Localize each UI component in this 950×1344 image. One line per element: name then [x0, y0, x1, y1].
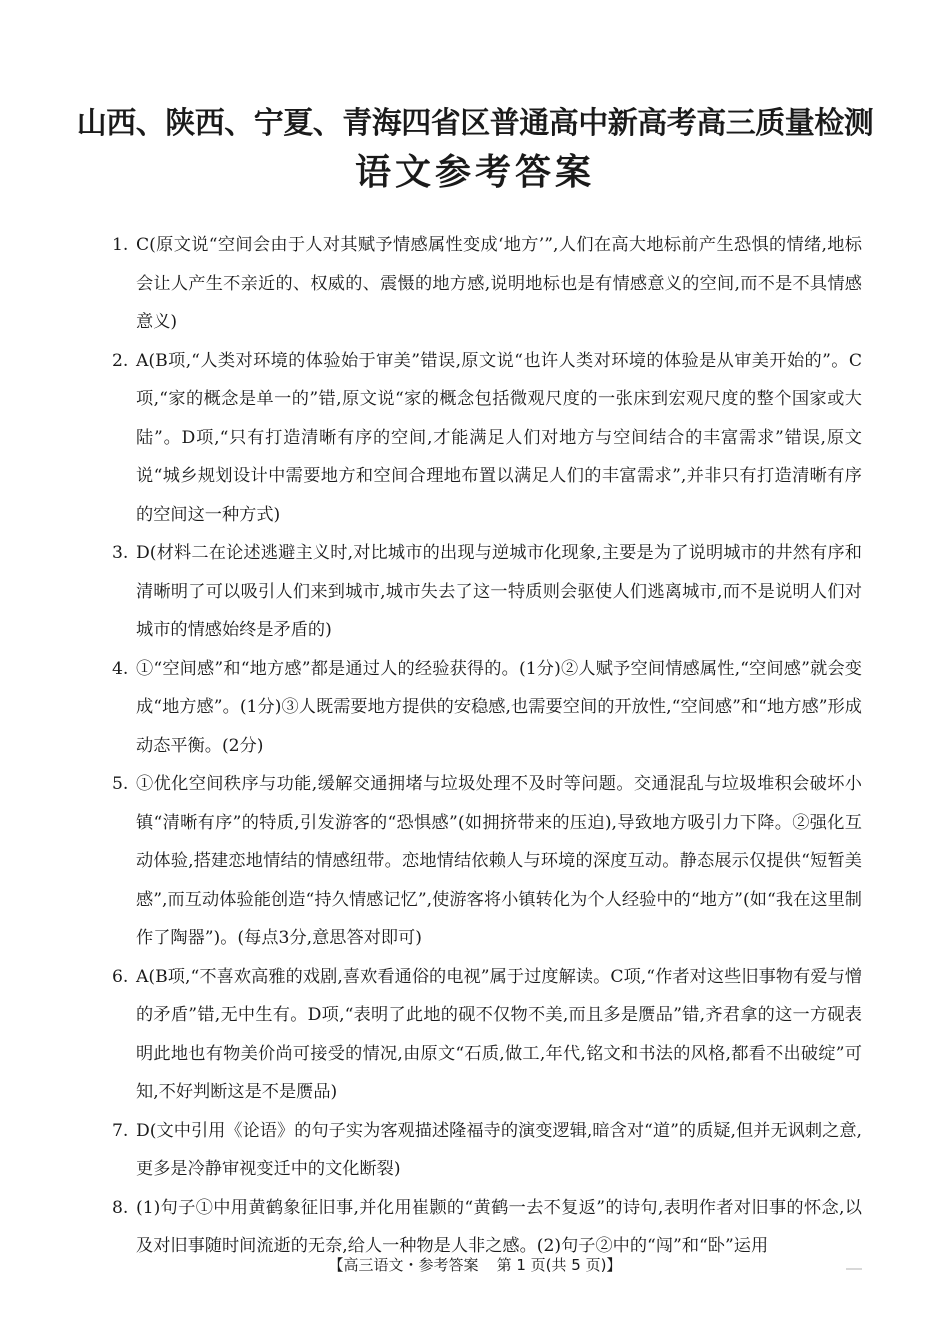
answer-text: A(B项,“不喜欢高雅的戏剧,喜欢看通俗的电视”属于过度解读。C项,“作者对这些旧事物有爱与憎的矛盾”错,无中生有。D项,“表明了此地的砚不仅物不美,而且多是赝品”错,齐君拿的这一方砚表明此地也有物美价尚可接受的情况,由原文“石质,做工,年代,铭文和书法的风格,都看不出破绽”可知,不好判断这是不是赝品) — [136, 966, 862, 1102]
exam-title: 山西、陕西、宁夏、青海四省区普通高中新高考高三质量检测 — [76, 106, 874, 141]
answer-item-2 — [106, 342, 862, 535]
answer-text: (1)句子①中用黄鹤象征旧事,并化用崔颢的“黄鹤一去不复返”的诗句,表明作者对旧事的怀念,以及对旧事随时间流逝的无奈,给人一种物是人非之感。(2)句子②中的“闯”和“卧”运用 — [136, 1197, 862, 1256]
answer-list — [106, 226, 862, 1266]
answer-item-6 — [106, 958, 862, 1112]
answer-text: C(原文说“空间会由于人对其赋予情感属性变成‘地方’”,人们在高大地标前产生恐惧的情绪,地标会让人产生不亲近的、权威的、震慑的地方感,说明地标也是有情感意义的空间,而不是不具情感意义) — [136, 235, 862, 332]
answer-item-5 — [106, 765, 862, 958]
footer-page-number: 第 1 页(共 5 页)】 — [496, 1256, 622, 1274]
answer-item-1 — [106, 226, 862, 342]
answer-text: D(材料二在论述逃避主义时,对比城市的出现与逆城市化现象,主要是为了说明城市的井然有序和清晰明了可以吸引人们来到城市,城市失去了这一特质则会驱使人们逃离城市,而不是说明人们对城市的情感始终是矛盾的) — [136, 543, 862, 640]
answer-number: 3. — [112, 543, 129, 563]
answer-number: 2. — [112, 350, 129, 371]
answer-text: ①优化空间秩序与功能,缓解交通拥堵与垃圾处理不及时等问题。交通混乱与垃圾堆积会破坏小镇“清晰有序”的特质,引发游客的“恐惧感”(如拥挤带来的压迫),导致地方吸引力下降。②强化互动体验,搭建恋地情结的情感纽带。恋地情结依赖人与环境的深度互动。静态展示仅提供“短暂美感”,而互动体验能创造“持久情感记忆”,使游客将小镇转化为个人经验中的“地方”(如“我在这里制作了陶器”)。(每点3分,意思答对即可) — [136, 774, 862, 948]
answer-item-3 — [106, 534, 862, 650]
answer-number: 6. — [112, 966, 129, 987]
answer-text: ①“空间感”和“地方感”都是通过人的经验获得的。(1分)②人赋予空间情感属性,“空间感”就会变成“地方感”。(1分)③人既需要地方提供的安稳感,也需要空间的开放性,“空间感”和“地方感”形成动态平衡。(2分) — [136, 658, 862, 756]
answer-text: D(文中引用《论语》的句子实为客观描述隆福寺的演变逻辑,暗含对“道”的质疑,但并无讽刺之意,更多是冷静审视变迁中的文化断裂) — [136, 1120, 862, 1179]
answer-number: 1. — [112, 235, 129, 255]
answer-number: 4. — [112, 658, 129, 679]
page-footer — [0, 1254, 950, 1276]
answer-number: 7. — [112, 1120, 129, 1141]
answer-item-4 — [106, 650, 862, 766]
answer-number: 5. — [112, 774, 129, 794]
answer-item-7 — [106, 1112, 862, 1189]
answer-text: A(B项,“人类对环境的体验始于审美”错误,原文说“也许人类对环境的体验是从审美开始的”。C项,“家的概念是单一的”错,原文说“家的概念包括微观尺度的一张床到宏观尺度的整个国家或大陆”。D项,“只有打造清晰有序的空间,才能满足人们对地方与空间结合的丰富需求”错误,原文说“城乡规划设计中需要地方和空间合理地布置以满足人们的丰富需求”,并非只有打造清晰有序的空间这一种方式) — [136, 350, 862, 525]
footer-document-label: 【高三语文・参考答案 — [328, 1256, 479, 1274]
document-subtitle: 语文参考答案 — [354, 152, 595, 193]
scan-artifact — [846, 1268, 862, 1270]
answer-number: 8. — [112, 1197, 129, 1218]
